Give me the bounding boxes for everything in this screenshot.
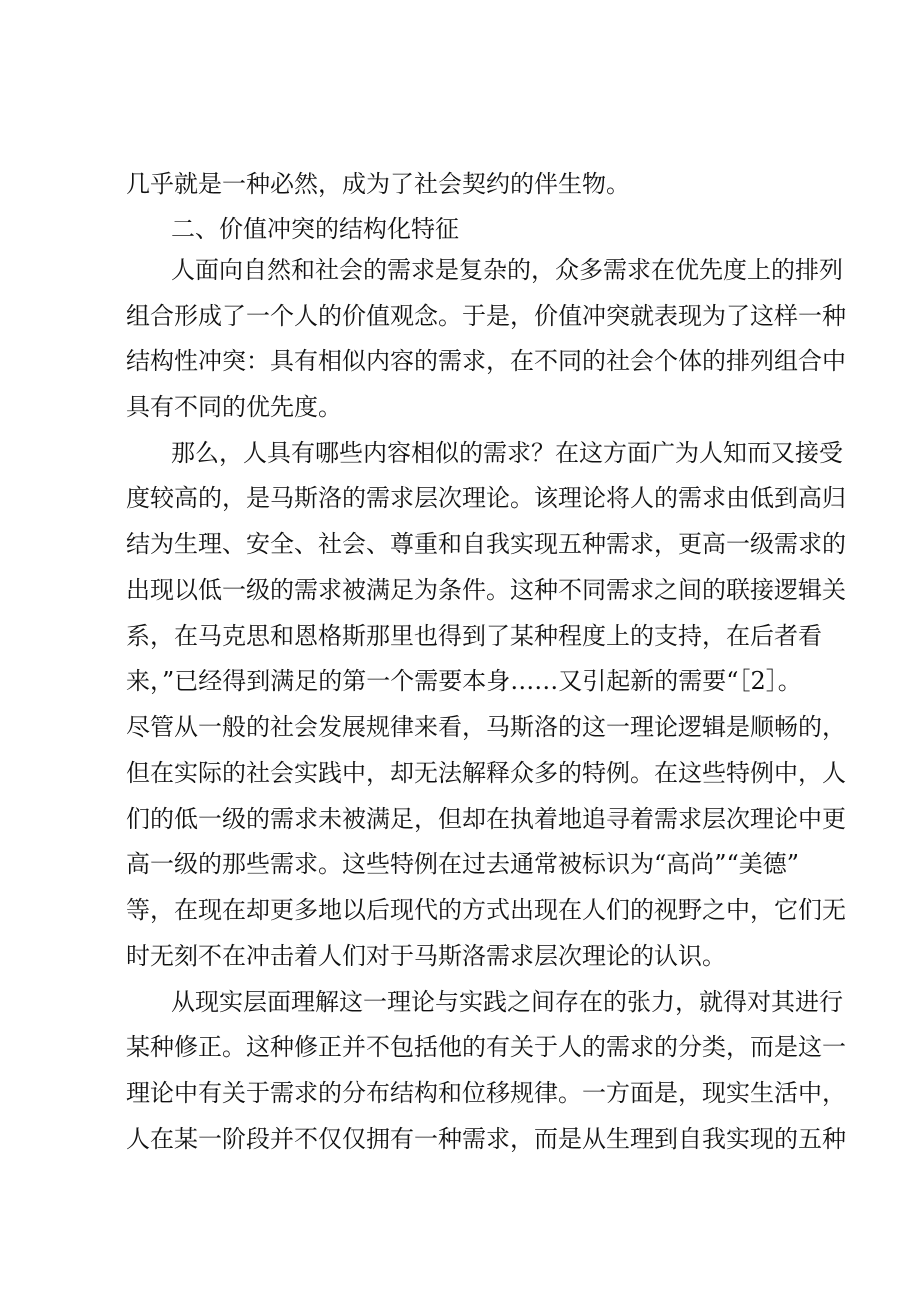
paragraph-line: 尽管从一般的社会发展规律来看，马斯洛的这一理论逻辑是顺畅的， (126, 713, 846, 741)
paragraph-line: 时无刻不在冲击着人们对于马斯洛需求层次理论的认识。 (126, 942, 726, 970)
paragraph-line: 结构性冲突：具有相似内容的需求，在不同的社会个体的排列组合中 (126, 347, 846, 375)
paragraph-line: 结为生理、安全、社会、尊重和自我实现五种需求，更高一级需求的 (126, 530, 846, 558)
paragraph-line: 但在实际的社会实践中，却无法解释众多的特例。在这些特例中，人 (126, 759, 846, 787)
paragraph-line: 们的低一级的需求未被满足，但却在执着地追寻着需求层次理论中更 (126, 805, 846, 833)
paragraph-line: 组合形成了一个人的价值观念。于是，价值冲突就表现为了这样一种 (126, 302, 846, 330)
paragraph-line: 系，在马克思和恩格斯那里也得到了某种程度上的支持，在后者看 (126, 622, 822, 650)
lead-text-line: 几乎就是一种必然，成为了社会契约的伴生物。 (126, 170, 630, 198)
paragraph-line: 从现实层面理解这一理论与实践之间存在的张力，就得对其进行 (171, 988, 843, 1016)
paragraph-line: 那么，人具有哪些内容相似的需求？在这方面广为人知而又接受 (171, 439, 843, 467)
paragraph-line: 某种修正。这种修正并不包括他的有关于人的需求的分类，而是这一 (126, 1033, 846, 1061)
paragraph-line: 理论中有关于需求的分布结构和位移规律。一方面是，现实生活中， (126, 1079, 846, 1107)
section-heading: 二、价值冲突的结构化特征 (171, 215, 459, 243)
paragraph-line: 具有不同的优先度。 (126, 393, 342, 421)
paragraph-line: 等，在现在却更多地以后现代的方式出现在人们的视野之中，它们无 (126, 896, 846, 924)
paragraph-line: 来，”已经得到满足的第一个需要本身……又引起新的需要“［2］。 (126, 667, 802, 695)
paragraph-line: 人面向自然和社会的需求是复杂的，众多需求在优先度上的排列 (171, 256, 843, 284)
paragraph-line: 出现以低一级的需求被满足为条件。这种不同需求之间的联接逻辑关 (126, 576, 846, 604)
paragraph-line: 人在某一阶段并不仅仅拥有一种需求，而是从生理到自我实现的五种 (126, 1125, 846, 1153)
paragraph-line: 度较高的，是马斯洛的需求层次理论。该理论将人的需求由低到高归 (126, 484, 846, 512)
paragraph-line: 高一级的那些需求。这些特例在过去通常被标识为“高尚”“美德” (126, 850, 800, 878)
